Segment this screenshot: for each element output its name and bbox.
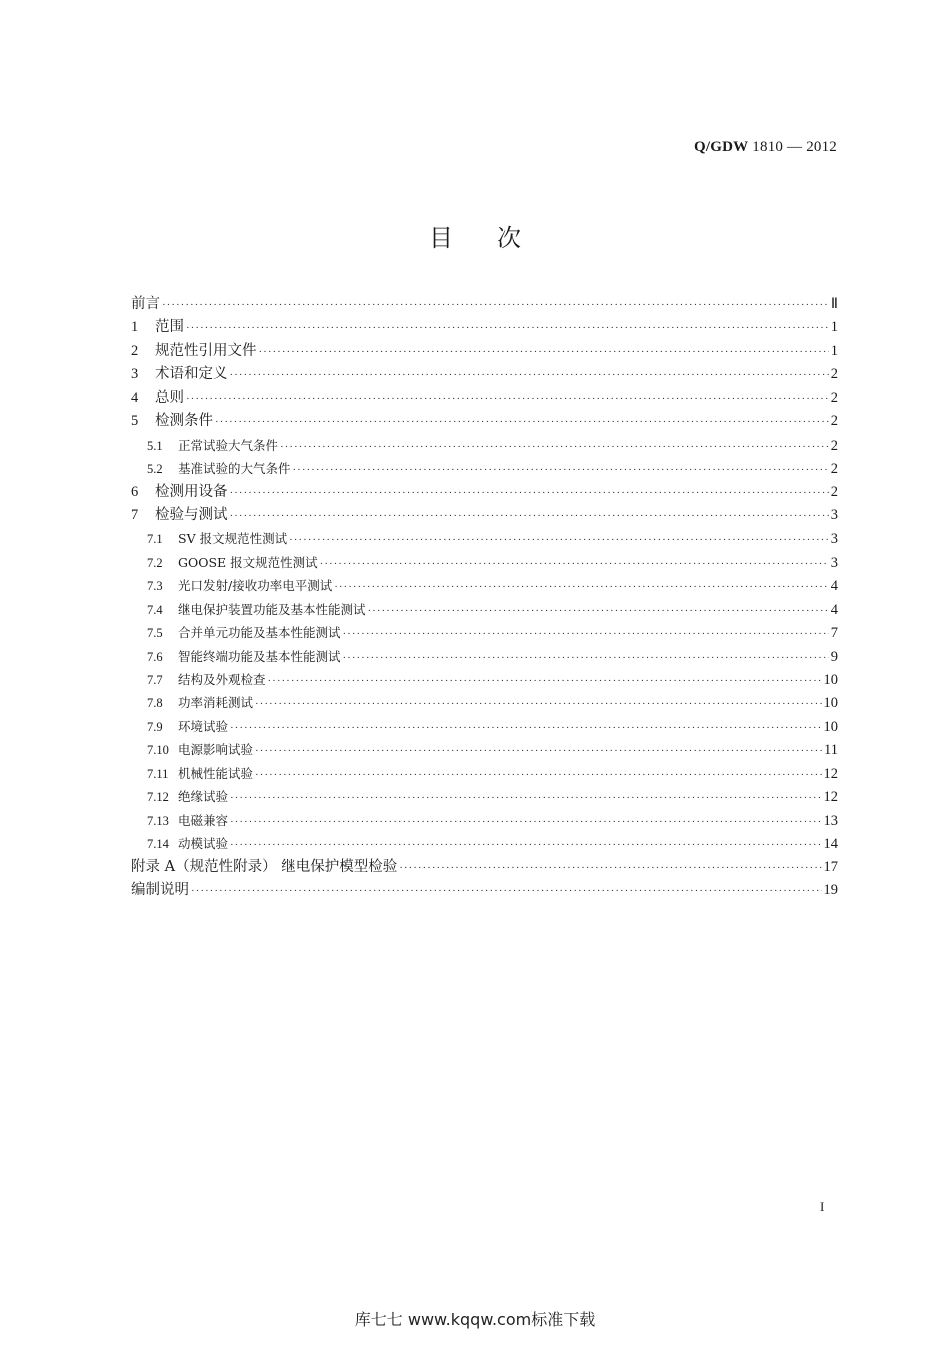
toc-entry-label: 规范性引用文件 [155,342,257,359]
toc-dot-leader [268,670,822,693]
toc-entry-page: 2 [830,366,838,383]
toc-entry-page: 10 [823,672,838,688]
toc-entry-label: 电磁兼容 [178,812,229,828]
toc-entry[interactable] [131,527,838,550]
toc-entry-label: 机械性能试验 [178,765,254,781]
toc-entry-page: 1 [830,342,838,359]
toc-dot-leader [259,341,829,364]
toc-entry-page: 13 [823,812,838,829]
toc-entry[interactable] [131,481,838,504]
standard-code [694,139,837,156]
toc-dot-leader [230,717,821,740]
toc-entry-label: 附录 A（规范性附录） 继电保护模型检验 [131,858,398,875]
toc-entry[interactable] [131,738,838,761]
toc-entry-number: 5.1 [147,438,163,453]
toc-dot-leader [293,459,829,482]
toc-entry-page: 1 [830,319,838,336]
toc-entry[interactable] [131,832,838,855]
toc-entry-label: 合并单元功能及基本性能测试 [178,625,341,641]
toc-entry-label: 术语和定义 [155,366,228,383]
standard-code-prefix: Q/GDW [694,139,749,155]
toc-entry-label: 检测用设备 [155,483,228,500]
toc-entry[interactable] [131,691,838,714]
table-of-contents [131,293,838,902]
toc-entry-number: 7.14 [147,837,169,852]
toc-entry-page: 2 [830,437,838,454]
toc-entry-page: 3 [830,506,838,523]
toc-entry-label: 结构及外观检查 [178,672,266,687]
toc-entry-label: 编制说明 [131,881,189,898]
toc-entry-label: 正常试验大气条件 [178,437,279,453]
toc-entry-number: 4 [131,389,139,406]
toc-entry-page: 2 [830,461,838,478]
toc-entry[interactable] [131,856,838,879]
toc-dot-leader [320,553,829,576]
toc-dot-leader [399,857,821,880]
toc-entry-number: 7.1 [147,532,163,547]
toc-entry-label: 电源影响试验 [178,742,254,758]
toc-dot-leader [255,740,822,763]
toc-dot-leader [255,764,821,787]
toc-entry[interactable] [131,434,838,457]
toc-entry[interactable] [131,785,838,808]
toc-entry-label: 动模试验 [178,836,229,852]
toc-entry-label: 检测条件 [155,413,213,430]
toc-entry-label: 功率消耗测试 [178,695,254,711]
toc-entry[interactable] [131,504,838,527]
toc-entry-page: 4 [830,601,838,618]
toc-entry[interactable] [131,293,838,316]
toc-entry-page: 2 [830,483,838,500]
toc-entry-number: 1 [131,319,139,336]
toc-entry[interactable] [131,645,838,668]
toc-dot-leader [280,436,829,459]
toc-entry-number: 7.3 [147,579,163,594]
toc-dot-leader [230,482,829,505]
toc-entry-number: 7.8 [147,696,163,711]
toc-entry-number: 6 [131,483,139,500]
toc-entry-label: 智能终端功能及基本性能测试 [178,648,341,664]
toc-entry-page: 2 [830,413,838,430]
toc-entry-page: 3 [830,554,838,571]
toc-dot-leader [186,317,829,340]
toc-entry[interactable] [131,363,838,386]
standard-code-rest: 1810 — 2012 [748,139,837,155]
toc-entry-label: 前言 [131,296,160,312]
toc-entry-page: 3 [830,531,838,548]
toc-dot-leader [343,647,829,670]
toc-entry[interactable] [131,574,838,597]
page-title: 目次 [429,224,565,252]
toc-entry-number: 7.9 [147,719,163,734]
toc-dot-leader [343,623,829,646]
toc-entry-page: 11 [824,742,838,759]
toc-dot-leader [334,576,829,599]
toc-entry[interactable] [131,809,838,832]
toc-entry[interactable] [131,598,838,621]
toc-entry-number: 5 [131,413,139,430]
toc-entry-number: 7 [131,506,139,523]
toc-entry-label: 光口发射/接收功率电平测试 [178,578,333,594]
toc-entry[interactable] [131,316,838,339]
toc-dot-leader [289,529,829,552]
toc-entry-number: 7.13 [147,813,169,828]
toc-entry-number: 7.12 [147,790,169,805]
toc-entry[interactable] [131,715,838,738]
toc-entry-label: 总则 [155,389,184,406]
toc-entry-page: 12 [823,765,838,782]
toc-entry-number: 7.7 [147,673,163,687]
toc-entry-label: 范围 [155,319,184,336]
toc-entry-label: 环境试验 [178,718,229,734]
footer-watermark: 库七七 www.kqqw.com标准下载 [354,1310,596,1329]
toc-entry[interactable] [131,387,838,410]
toc-entry[interactable] [131,668,838,691]
toc-dot-leader [230,505,829,528]
toc-entry-label: 基准试验的大气条件 [178,461,291,477]
toc-entry-page: 14 [823,836,838,853]
toc-entry-number: 7.5 [147,626,163,641]
toc-entry-number: 7.2 [147,555,163,570]
toc-entry-label: 检验与测试 [155,506,228,523]
toc-entry[interactable] [131,621,838,644]
toc-dot-leader [162,294,829,317]
toc-entry-page: Ⅱ [830,296,838,312]
toc-entry-number: 2 [131,342,139,359]
toc-entry-page: 7 [830,625,838,642]
toc-dot-leader [230,787,821,810]
toc-entry-page: 2 [830,389,838,406]
toc-dot-leader [215,411,829,434]
toc-entry-label: SV 报文规范性测试 [178,531,288,547]
toc-entry-label: 绝缘试验 [178,789,229,805]
toc-dot-leader [368,600,829,623]
toc-entry-number: 5.2 [147,462,163,477]
toc-entry-label: GOOSE 报文规范性测试 [178,554,318,570]
toc-dot-leader [230,364,829,387]
toc-dot-leader [255,693,821,716]
toc-dot-leader [230,811,821,834]
toc-dot-leader [230,834,821,857]
toc-entry-number: 7.11 [147,766,169,781]
toc-entry-page: 19 [823,881,838,898]
toc-dot-leader [186,388,829,411]
toc-entry[interactable] [131,762,838,785]
page-number: I [820,1199,825,1214]
toc-entry[interactable] [131,340,838,363]
toc-entry[interactable] [131,879,838,902]
toc-entry-page: 10 [823,695,838,712]
toc-dot-leader [191,880,822,903]
toc-entry-number: 7.10 [147,743,169,758]
toc-entry-page: 4 [830,578,838,595]
toc-entry-page: 10 [823,718,838,735]
toc-entry-number: 7.6 [147,649,163,664]
toc-entry-page: 17 [823,858,838,875]
toc-entry[interactable] [131,410,838,433]
toc-entry-label: 继电保护装置功能及基本性能测试 [178,601,366,617]
toc-entry-page: 12 [823,789,838,806]
toc-entry-page: 9 [830,648,838,665]
toc-entry-number: 7.4 [147,602,163,617]
toc-entry[interactable] [131,551,838,574]
toc-entry[interactable] [131,457,838,480]
toc-entry-number: 3 [131,366,139,383]
